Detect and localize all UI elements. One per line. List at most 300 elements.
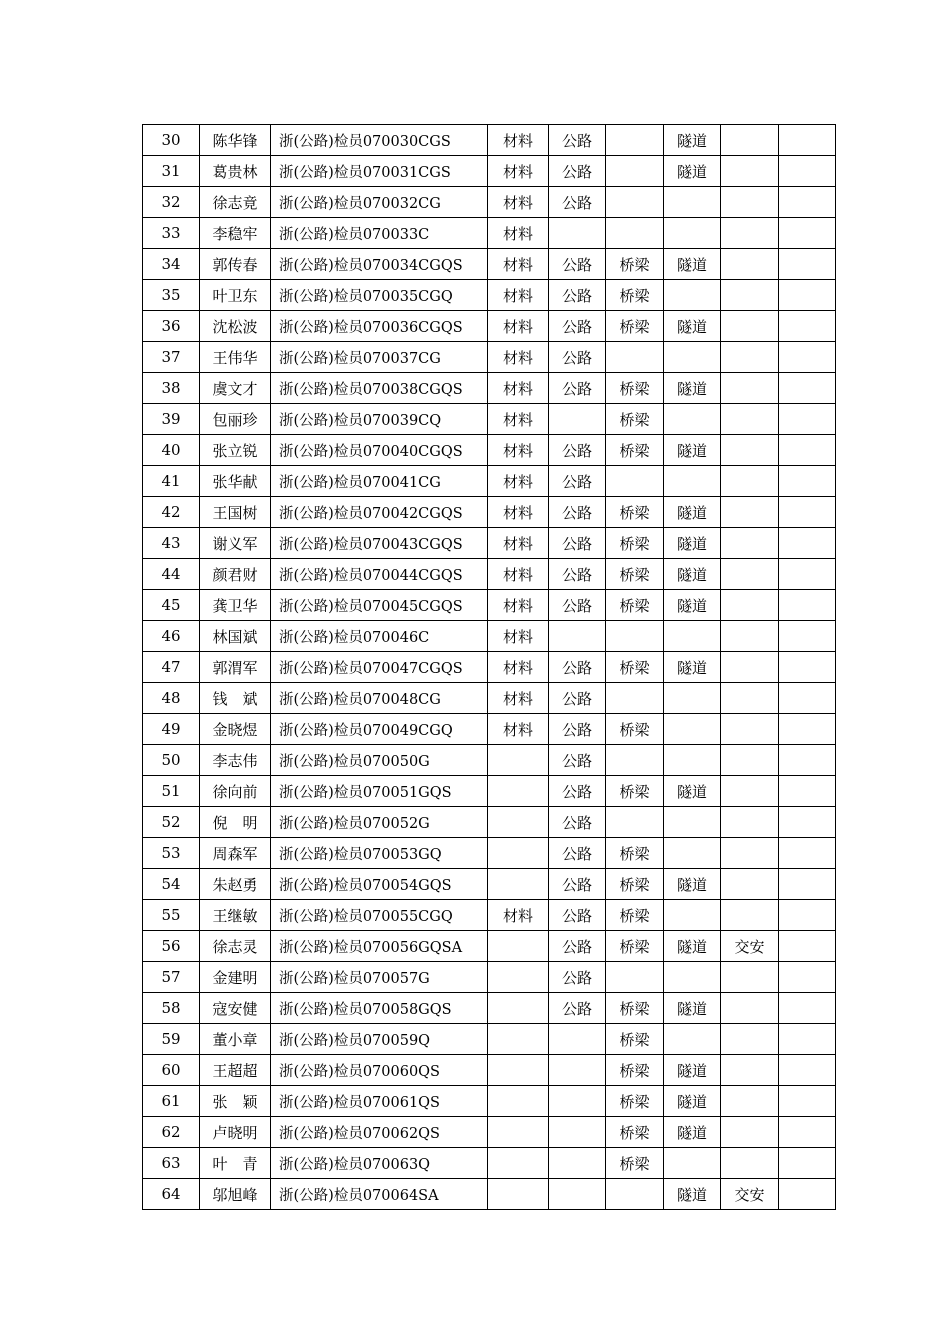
category-traffic-safety-cell [721, 528, 779, 559]
inspector-name-cell: 董小章 [200, 1024, 271, 1055]
certificate-number-cell: 浙(公路)检员070063Q [271, 1148, 488, 1179]
category-materials-cell [488, 993, 549, 1024]
category-bridge-cell: 桥梁 [606, 280, 664, 311]
category-highway-cell: 公路 [549, 776, 606, 807]
category-tunnel-cell: 隧道 [664, 249, 721, 280]
row-number-cell: 60 [143, 1055, 200, 1086]
category-highway-cell: 公路 [549, 931, 606, 962]
extra-cell [779, 1055, 836, 1086]
category-bridge-cell [606, 342, 664, 373]
table-row [143, 528, 836, 559]
row-number-cell: 50 [143, 745, 200, 776]
row-number-cell: 51 [143, 776, 200, 807]
inspector-name-cell: 沈松波 [200, 311, 271, 342]
category-highway-cell [549, 218, 606, 249]
category-highway-cell: 公路 [549, 807, 606, 838]
table-row [143, 311, 836, 342]
inspector-name-cell: 陈华锋 [200, 125, 271, 156]
category-traffic-safety-cell [721, 559, 779, 590]
category-traffic-safety-cell [721, 435, 779, 466]
category-tunnel-cell: 隧道 [664, 993, 721, 1024]
category-traffic-safety-cell [721, 838, 779, 869]
certificate-number-cell: 浙(公路)检员070033C [271, 218, 488, 249]
category-materials-cell [488, 1024, 549, 1055]
category-tunnel-cell [664, 838, 721, 869]
extra-cell [779, 900, 836, 931]
category-bridge-cell: 桥梁 [606, 652, 664, 683]
row-number-cell: 40 [143, 435, 200, 466]
extra-cell [779, 1086, 836, 1117]
category-highway-cell [549, 1179, 606, 1210]
table-row [143, 1086, 836, 1117]
category-traffic-safety-cell [721, 1055, 779, 1086]
extra-cell [779, 156, 836, 187]
category-highway-cell [549, 404, 606, 435]
category-tunnel-cell: 隧道 [664, 652, 721, 683]
row-number-cell: 42 [143, 497, 200, 528]
category-bridge-cell [606, 621, 664, 652]
extra-cell [779, 745, 836, 776]
certificate-number-cell: 浙(公路)检员070052G [271, 807, 488, 838]
certificate-number-cell: 浙(公路)检员070058GQS [271, 993, 488, 1024]
inspector-name-cell: 包丽珍 [200, 404, 271, 435]
row-number-cell: 54 [143, 869, 200, 900]
certificate-number-cell: 浙(公路)检员070060QS [271, 1055, 488, 1086]
inspector-name-cell: 叶 青 [200, 1148, 271, 1179]
row-number-cell: 33 [143, 218, 200, 249]
row-number-cell: 34 [143, 249, 200, 280]
category-bridge-cell: 桥梁 [606, 311, 664, 342]
row-number-cell: 37 [143, 342, 200, 373]
category-traffic-safety-cell [721, 373, 779, 404]
category-traffic-safety-cell [721, 652, 779, 683]
extra-cell [779, 435, 836, 466]
extra-cell [779, 125, 836, 156]
inspector-table-body [143, 125, 836, 1210]
category-materials-cell: 材料 [488, 156, 549, 187]
inspector-name-cell: 倪 明 [200, 807, 271, 838]
category-traffic-safety-cell [721, 1148, 779, 1179]
row-number-cell: 39 [143, 404, 200, 435]
row-number-cell: 35 [143, 280, 200, 311]
table-row [143, 1148, 836, 1179]
extra-cell [779, 280, 836, 311]
category-tunnel-cell [664, 187, 721, 218]
table-row [143, 559, 836, 590]
category-materials-cell: 材料 [488, 249, 549, 280]
row-number-cell: 31 [143, 156, 200, 187]
category-tunnel-cell: 隧道 [664, 497, 721, 528]
inspector-name-cell: 颜君财 [200, 559, 271, 590]
category-highway-cell: 公路 [549, 249, 606, 280]
category-traffic-safety-cell [721, 156, 779, 187]
row-number-cell: 44 [143, 559, 200, 590]
category-highway-cell: 公路 [549, 466, 606, 497]
inspector-name-cell: 郭渭军 [200, 652, 271, 683]
row-number-cell: 30 [143, 125, 200, 156]
row-number-cell: 47 [143, 652, 200, 683]
category-tunnel-cell: 隧道 [664, 373, 721, 404]
inspector-name-cell: 金晓煜 [200, 714, 271, 745]
category-highway-cell: 公路 [549, 280, 606, 311]
category-materials-cell: 材料 [488, 311, 549, 342]
category-highway-cell: 公路 [549, 311, 606, 342]
category-traffic-safety-cell [721, 962, 779, 993]
inspector-name-cell: 张立锐 [200, 435, 271, 466]
certificate-number-cell: 浙(公路)检员070044CGQS [271, 559, 488, 590]
category-traffic-safety-cell [721, 745, 779, 776]
category-bridge-cell [606, 1179, 664, 1210]
extra-cell [779, 187, 836, 218]
row-number-cell: 56 [143, 931, 200, 962]
row-number-cell: 53 [143, 838, 200, 869]
category-bridge-cell [606, 745, 664, 776]
category-materials-cell [488, 776, 549, 807]
category-tunnel-cell: 隧道 [664, 1117, 721, 1148]
table-row [143, 218, 836, 249]
inspector-name-cell: 郭传春 [200, 249, 271, 280]
category-traffic-safety-cell [721, 187, 779, 218]
table-row [143, 280, 836, 311]
category-materials-cell: 材料 [488, 466, 549, 497]
row-number-cell: 46 [143, 621, 200, 652]
table-row [143, 1179, 836, 1210]
category-highway-cell [549, 1055, 606, 1086]
inspector-name-cell: 徐向前 [200, 776, 271, 807]
category-traffic-safety-cell [721, 683, 779, 714]
category-highway-cell: 公路 [549, 342, 606, 373]
category-bridge-cell: 桥梁 [606, 559, 664, 590]
inspector-name-cell: 王超超 [200, 1055, 271, 1086]
row-number-cell: 58 [143, 993, 200, 1024]
category-traffic-safety-cell [721, 776, 779, 807]
category-traffic-safety-cell [721, 1024, 779, 1055]
category-materials-cell [488, 1179, 549, 1210]
category-highway-cell: 公路 [549, 869, 606, 900]
category-tunnel-cell: 隧道 [664, 1086, 721, 1117]
table-row [143, 1117, 836, 1148]
inspector-name-cell: 金建明 [200, 962, 271, 993]
certificate-number-cell: 浙(公路)检员070031CGS [271, 156, 488, 187]
certificate-number-cell: 浙(公路)检员070064SA [271, 1179, 488, 1210]
inspector-name-cell: 叶卫东 [200, 280, 271, 311]
extra-cell [779, 776, 836, 807]
certificate-number-cell: 浙(公路)检员070053GQ [271, 838, 488, 869]
extra-cell [779, 652, 836, 683]
category-bridge-cell [606, 466, 664, 497]
category-materials-cell [488, 838, 549, 869]
category-materials-cell: 材料 [488, 187, 549, 218]
category-bridge-cell: 桥梁 [606, 249, 664, 280]
category-traffic-safety-cell [721, 993, 779, 1024]
category-highway-cell: 公路 [549, 559, 606, 590]
category-tunnel-cell [664, 1148, 721, 1179]
category-highway-cell: 公路 [549, 435, 606, 466]
category-highway-cell: 公路 [549, 528, 606, 559]
category-bridge-cell: 桥梁 [606, 373, 664, 404]
category-bridge-cell: 桥梁 [606, 714, 664, 745]
category-materials-cell [488, 807, 549, 838]
category-traffic-safety-cell [721, 497, 779, 528]
certificate-number-cell: 浙(公路)检员070045CGQS [271, 590, 488, 621]
category-bridge-cell [606, 962, 664, 993]
extra-cell [779, 1117, 836, 1148]
category-bridge-cell: 桥梁 [606, 497, 664, 528]
row-number-cell: 36 [143, 311, 200, 342]
extra-cell [779, 497, 836, 528]
category-materials-cell: 材料 [488, 621, 549, 652]
certificate-number-cell: 浙(公路)检员070051GQS [271, 776, 488, 807]
category-tunnel-cell: 隧道 [664, 1055, 721, 1086]
row-number-cell: 52 [143, 807, 200, 838]
category-bridge-cell: 桥梁 [606, 1117, 664, 1148]
category-tunnel-cell: 隧道 [664, 528, 721, 559]
certificate-number-cell: 浙(公路)检员070050G [271, 745, 488, 776]
certificate-number-cell: 浙(公路)检员070061QS [271, 1086, 488, 1117]
category-traffic-safety-cell [721, 869, 779, 900]
table-row [143, 807, 836, 838]
table-row [143, 745, 836, 776]
extra-cell [779, 683, 836, 714]
category-materials-cell [488, 869, 549, 900]
category-bridge-cell [606, 807, 664, 838]
extra-cell [779, 931, 836, 962]
category-tunnel-cell: 隧道 [664, 931, 721, 962]
category-traffic-safety-cell [721, 125, 779, 156]
certificate-number-cell: 浙(公路)检员070038CGQS [271, 373, 488, 404]
row-number-cell: 48 [143, 683, 200, 714]
category-tunnel-cell [664, 404, 721, 435]
category-materials-cell: 材料 [488, 559, 549, 590]
category-tunnel-cell [664, 900, 721, 931]
category-highway-cell: 公路 [549, 714, 606, 745]
category-materials-cell: 材料 [488, 590, 549, 621]
extra-cell [779, 249, 836, 280]
certificate-number-cell: 浙(公路)检员070041CG [271, 466, 488, 497]
category-highway-cell: 公路 [549, 373, 606, 404]
category-materials-cell [488, 931, 549, 962]
inspector-name-cell: 李稳牢 [200, 218, 271, 249]
row-number-cell: 32 [143, 187, 200, 218]
row-number-cell: 63 [143, 1148, 200, 1179]
category-traffic-safety-cell [721, 218, 779, 249]
category-tunnel-cell [664, 280, 721, 311]
row-number-cell: 43 [143, 528, 200, 559]
category-bridge-cell: 桥梁 [606, 838, 664, 869]
inspector-name-cell: 王国树 [200, 497, 271, 528]
table-row [143, 993, 836, 1024]
inspector-name-cell: 林国斌 [200, 621, 271, 652]
category-traffic-safety-cell: 交安 [721, 931, 779, 962]
category-highway-cell: 公路 [549, 125, 606, 156]
category-tunnel-cell [664, 683, 721, 714]
table-row [143, 1055, 836, 1086]
category-traffic-safety-cell: 交安 [721, 1179, 779, 1210]
row-number-cell: 55 [143, 900, 200, 931]
inspector-name-cell: 寇安健 [200, 993, 271, 1024]
category-materials-cell [488, 1055, 549, 1086]
category-traffic-safety-cell [721, 621, 779, 652]
table-row [143, 962, 836, 993]
extra-cell [779, 1024, 836, 1055]
category-bridge-cell [606, 187, 664, 218]
table-row [143, 683, 836, 714]
certificate-number-cell: 浙(公路)检员070055CGQ [271, 900, 488, 931]
category-tunnel-cell [664, 714, 721, 745]
category-traffic-safety-cell [721, 714, 779, 745]
table-row [143, 125, 836, 156]
category-highway-cell: 公路 [549, 962, 606, 993]
category-tunnel-cell: 隧道 [664, 869, 721, 900]
certificate-number-cell: 浙(公路)检员070042CGQS [271, 497, 488, 528]
extra-cell [779, 311, 836, 342]
category-highway-cell: 公路 [549, 156, 606, 187]
category-highway-cell: 公路 [549, 590, 606, 621]
category-bridge-cell: 桥梁 [606, 993, 664, 1024]
table-row [143, 931, 836, 962]
certificate-number-cell: 浙(公路)检员070056GQSA [271, 931, 488, 962]
extra-cell [779, 590, 836, 621]
category-traffic-safety-cell [721, 590, 779, 621]
inspector-name-cell: 葛贵林 [200, 156, 271, 187]
category-traffic-safety-cell [721, 807, 779, 838]
inspector-name-cell: 谢义军 [200, 528, 271, 559]
table-row [143, 838, 836, 869]
extra-cell [779, 218, 836, 249]
category-traffic-safety-cell [721, 466, 779, 497]
inspector-name-cell: 周森军 [200, 838, 271, 869]
category-highway-cell [549, 1117, 606, 1148]
extra-cell [779, 962, 836, 993]
category-bridge-cell: 桥梁 [606, 1086, 664, 1117]
certificate-number-cell: 浙(公路)检员070057G [271, 962, 488, 993]
category-traffic-safety-cell [721, 342, 779, 373]
category-materials-cell: 材料 [488, 125, 549, 156]
category-highway-cell [549, 1148, 606, 1179]
category-tunnel-cell [664, 745, 721, 776]
category-highway-cell: 公路 [549, 993, 606, 1024]
category-traffic-safety-cell [721, 404, 779, 435]
category-tunnel-cell: 隧道 [664, 435, 721, 466]
table-row [143, 466, 836, 497]
table-row [143, 373, 836, 404]
row-number-cell: 41 [143, 466, 200, 497]
inspector-name-cell: 龚卫华 [200, 590, 271, 621]
category-bridge-cell [606, 683, 664, 714]
category-highway-cell [549, 1024, 606, 1055]
category-bridge-cell: 桥梁 [606, 931, 664, 962]
extra-cell [779, 466, 836, 497]
category-bridge-cell: 桥梁 [606, 900, 664, 931]
certificate-number-cell: 浙(公路)检员070048CG [271, 683, 488, 714]
category-bridge-cell: 桥梁 [606, 1055, 664, 1086]
table-row [143, 497, 836, 528]
certificate-number-cell: 浙(公路)检员070047CGQS [271, 652, 488, 683]
category-bridge-cell: 桥梁 [606, 776, 664, 807]
certificate-number-cell: 浙(公路)检员070062QS [271, 1117, 488, 1148]
category-tunnel-cell [664, 621, 721, 652]
inspector-name-cell: 王继敏 [200, 900, 271, 931]
certificate-number-cell: 浙(公路)检员070032CG [271, 187, 488, 218]
row-number-cell: 38 [143, 373, 200, 404]
category-highway-cell: 公路 [549, 497, 606, 528]
category-materials-cell: 材料 [488, 404, 549, 435]
table-row [143, 404, 836, 435]
inspector-name-cell: 卢晓明 [200, 1117, 271, 1148]
certificate-number-cell: 浙(公路)检员070030CGS [271, 125, 488, 156]
category-tunnel-cell [664, 1024, 721, 1055]
category-materials-cell: 材料 [488, 280, 549, 311]
category-traffic-safety-cell [721, 249, 779, 280]
certificate-number-cell: 浙(公路)检员070034CGQS [271, 249, 488, 280]
category-materials-cell [488, 962, 549, 993]
extra-cell [779, 528, 836, 559]
extra-cell [779, 559, 836, 590]
category-materials-cell: 材料 [488, 652, 549, 683]
category-materials-cell [488, 1086, 549, 1117]
category-traffic-safety-cell [721, 1117, 779, 1148]
row-number-cell: 45 [143, 590, 200, 621]
certificate-number-cell: 浙(公路)检员070039CQ [271, 404, 488, 435]
table-row [143, 249, 836, 280]
table-row [143, 652, 836, 683]
category-materials-cell: 材料 [488, 435, 549, 466]
table-row [143, 590, 836, 621]
table-row [143, 1024, 836, 1055]
category-traffic-safety-cell [721, 900, 779, 931]
certificate-number-cell: 浙(公路)检员070035CGQ [271, 280, 488, 311]
table-row [143, 187, 836, 218]
category-bridge-cell: 桥梁 [606, 528, 664, 559]
category-tunnel-cell: 隧道 [664, 125, 721, 156]
row-number-cell: 57 [143, 962, 200, 993]
category-materials-cell [488, 745, 549, 776]
category-bridge-cell: 桥梁 [606, 404, 664, 435]
inspector-name-cell: 徐志竟 [200, 187, 271, 218]
table-row [143, 156, 836, 187]
category-bridge-cell: 桥梁 [606, 1024, 664, 1055]
category-highway-cell: 公路 [549, 900, 606, 931]
certificate-number-cell: 浙(公路)检员070059Q [271, 1024, 488, 1055]
extra-cell [779, 807, 836, 838]
category-bridge-cell: 桥梁 [606, 869, 664, 900]
category-materials-cell: 材料 [488, 218, 549, 249]
inspector-name-cell: 李志伟 [200, 745, 271, 776]
category-highway-cell [549, 621, 606, 652]
category-tunnel-cell: 隧道 [664, 559, 721, 590]
category-highway-cell [549, 1086, 606, 1117]
category-highway-cell: 公路 [549, 187, 606, 218]
category-tunnel-cell: 隧道 [664, 1179, 721, 1210]
extra-cell [779, 714, 836, 745]
category-tunnel-cell [664, 218, 721, 249]
category-materials-cell: 材料 [488, 714, 549, 745]
category-highway-cell: 公路 [549, 838, 606, 869]
category-bridge-cell [606, 218, 664, 249]
extra-cell [779, 1179, 836, 1210]
category-materials-cell: 材料 [488, 373, 549, 404]
inspector-name-cell: 朱赵勇 [200, 869, 271, 900]
inspector-name-cell: 虞文才 [200, 373, 271, 404]
category-traffic-safety-cell [721, 280, 779, 311]
category-highway-cell: 公路 [549, 683, 606, 714]
table-row [143, 621, 836, 652]
category-bridge-cell: 桥梁 [606, 1148, 664, 1179]
certificate-number-cell: 浙(公路)检员070037CG [271, 342, 488, 373]
extra-cell [779, 373, 836, 404]
category-tunnel-cell: 隧道 [664, 776, 721, 807]
row-number-cell: 62 [143, 1117, 200, 1148]
